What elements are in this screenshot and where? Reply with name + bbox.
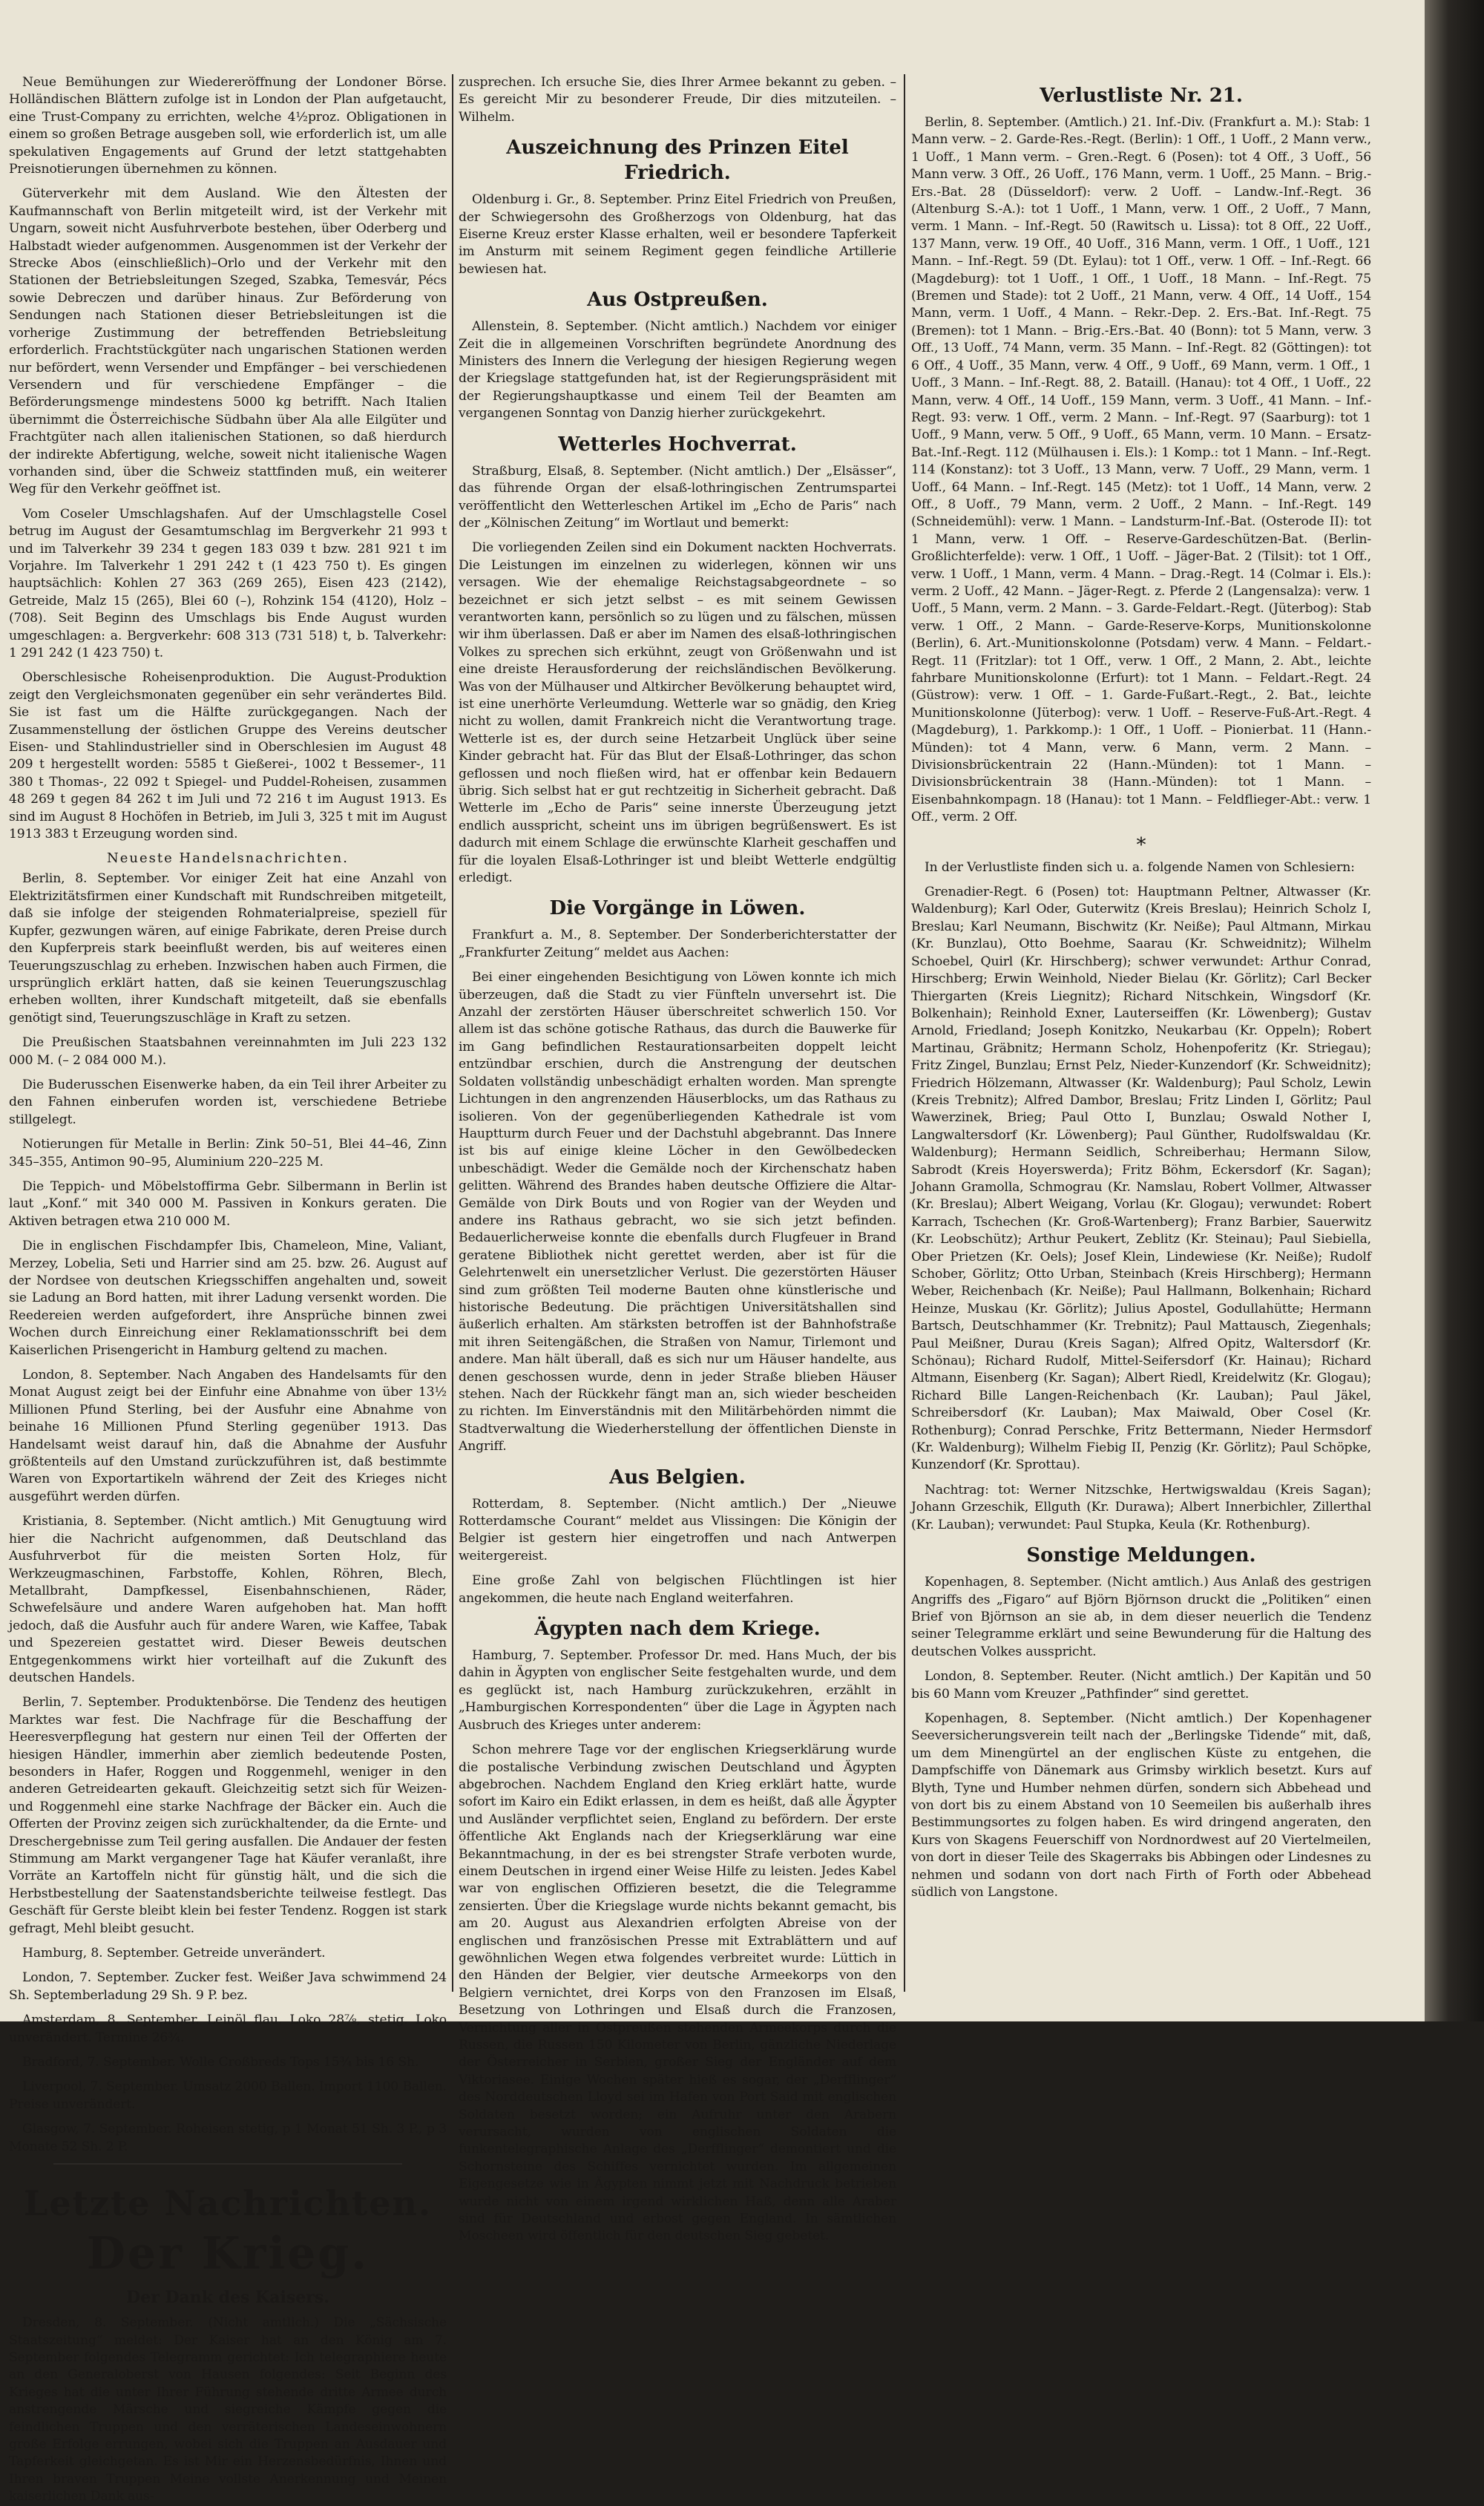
article-allenstein: Allenstein, 8. September. (Nicht amtlich.) Nachdem vor einiger Zeit die in allgemeinen Vorschriften begründete Anordnung des Ministers des Innern die Verlegung der hiesigen Regierung wegen der Kriegslage stattgefunden hat, ist der Regierungspräsident mit der Regierungshauptkasse und einem Teil der Beamten am vergangenen Sonntag von Danzig hierher zurückgekehrt.: [459, 319, 896, 422]
article-refugees: Eine große Zahl von belgischen Flüchtlingen ist hier angekommen, die heute nach England weiterfahren.: [459, 1573, 896, 1606]
column-right: [911, 74, 1371, 1999]
column-rule: [452, 74, 453, 1992]
silesian-names-list: Grenadier-Regt. 6 (Posen) tot: Hauptmann Peltner, Altwasser (Kr. Waldenburg); Karl Oder, Guterwitz (Kreis Breslau); Heinrich Scholz I, Breslau; Karl Neumann, Bischwitz (Kr. Neiße); Paul Altmann, Mirkau (Kr. Bunzlau), Otto Boehme, Saarau (Kr. Schweidnitz); Wilhelm Schoebel, Quirl (Kr. Hirschberg); schwer verwundet: Arthur Conrad, Hirschberg; Erwin Weinhold, Nieder Bielau (Kr. Görlitz); Carl Becker Thiergarten (Kreis Liegnitz); Richard Nitschkein, Wingsdorf (Kr. Bolkenhain); Reinhold Exner, Lauterseiffen (Kr. Löwenberg); Gustav Arnold, Friedland; Joseph Konitzko, Neukarbau (Kr. Oppeln); Robert Martinau, Gräbnitz; Hermann Scholz, Hohenpoferitz (Kr. Striegau); Fritz Zingel, Bunzlau; Ernst Pelz, Nieder-Kunzendorf (Kr. Schweidnitz); Friedrich Hölzemann, Altwasser (Kr. Waldenburg); Paul Scholz, Lewin (Kreis Trebnitz); Alfred Dambor, Breslau; Fritz Linden I, Görlitz; Paul Wawerzinek, Brieg; Paul Otto I, Bunzlau; Oswald Nother I, Langwaltersdorf (Kr. Löwenberg); Paul Günther, Rudolfswaldau (Kr. Waldenburg); Hermann Seidlich, Schreiberhau; Hermann Silow, Sabrodt (Kreis Hoyerswerda); Fritz Böhm, Eckersdorf (Kr. Sagan); Johann Gramolla, Schmograu (Kr. Namslau, Robert Vollmer, Altwasser (Kr. Breslau); Albert Weigang, Vorlau (Kr. Glogau); verwundet: Robert Karrach, Tschechen (Kr. Groß-Wartenberg); Franz Barbier, Sauerwitz (Kr. Leobschütz); Arthur Peukert, Zeblitz (Kr. Steinau); Paul Siebiella, Ober Prietzen (Kr. Oels); Josef Klein, Lindewiese (Kr. Neiße); Rudolf Schober, Görlitz; Otto Urban, Steinbach (Kreis Hirschberg); Hermann Weber, Reichenbach (Kr. Neiße); Paul Hallmann, Bolkenhain; Richard Heinze, Muskau (Kr. Görlitz); Julius Apostel, Godullahütte; Hermann Bartsch, Deutschhammer (Kr. Trebnitz); Paul Mattausch, Ziegenhals; Paul Meißner, Durau (Kreis Sagan); Alfred Opitz, Waltersdorf (Kr. Schönau); Richard Rudolf, Mittel-Seifersdorf (Kr. Hainau); Richard Altmann, Eisenberg (Kr. Sagan); Albert Riedl, Kreidelwitz (Kr. Glogau); Richard Bille Langen-Reichenbach (Kr. Lauban); Paul Jäkel, Schreibersdorf (Kr. Lauban); Max Maiwald, Ober Cosel (Kr. Rothenburg); Conrad Perschke, Fritz Bettermann, Nieder Hermsdorf (Kr. Waldenburg); Wilhelm Fiebig II, Penzig (Kr. Görlitz); Paul Schöpke, Kunzendorf (Kr. Sprottau).: [911, 885, 1371, 1473]
article-london-exchange: Neue Bemühungen zur Wiedereröffnung der Londoner Börse. Holländischen Blättern zufolge ist in London der Plan aufgetaucht, eine Trust-Company zu errichten, welche 4½proz. Obligationen in einem so großen Betrage ausgeben soll, wie erforderlich ist, um alle spekulativen Engagements auf Grund der letzt stattgehabten Preisnotierungen übernehmen zu können.: [9, 75, 447, 177]
article-pig-iron: Oberschlesische Roheisenproduktion. Die August-Produktion zeigt den Vergleichsmonaten gegenüber ein sehr verändertes Bild. Sie ist fast um die Hälfte zurückgegangen. Nach der Zusammenstellung der östlichen Gruppe des Vereins deutscher Eisen- und Stahlindustrieller sind in Oberschlesien im August 48 209 t hergestellt worden: 5585 t Gießerei-, 1002 t Bessemer-, 11 380 t Thomas-, 22 092 t Spiegel- und Puddel-Roheisen, zusammen 48 269 t gegen 84 262 t im Juli und 72 216 t im August 1913. Es sind im August 8 Hochöfen in Betrieb, im Juli 3, 325 t mit im August 1913 383 t Erzeugung worden sind.: [9, 670, 447, 842]
heading-latest-news: Letzte Nachrichten.: [24, 2183, 432, 2224]
heading-casualty-list: Verlustliste Nr. 21.: [1040, 85, 1243, 107]
article-strassburg: Straßburg, Elsaß, 8. September. (Nicht amtlich.) Der „Elsässer“, das führende Organ der elsaß-lothringischen Zentrumspartei veröffentlicht den Wetterleschen Artikel im „Echo de Paris“ nach der „Kölnischen Zeitung“ im Wortlaut und bemerkt:: [459, 463, 896, 531]
article-cosel-harbor: Vom Coseler Umschlagshafen. Auf der Umschlagstelle Cosel betrug im August der Gesamtumschlag im Bergverkehr 21 993 t und im Talverkehr 39 234 t gegen 183 039 t bzw. 281 921 t im Vorjahre. Im Talverkehr 1 291 242 t (1 423 750 t). Es gingen hauptsächlich: Kohlen 27 363 (269 265), Eisen 423 (2142), Getreide, Malz 15 (265), Blei 60 (–), Rohzink 154 (4120), Holz – (708). Seit Beginn des Umschlags bis Ende August wurden umgeschlagen: a. Bergverkehr: 608 313 (731 518) t, b. Talverkehr: 1 291 242 (1 423 750) t.: [9, 506, 447, 660]
market-london: London, 7. September. Zucker fest. Weißer Java schwimmend 24 Sh. Septemberladung 29 Sh. 9 P. bez.: [9, 1970, 447, 2003]
market-bradford: Bradford, 7. September. Wolle Croßbreds Tops 15¾ bis 16 Sh.: [22, 2055, 419, 2070]
heading-prince-eitel: Auszeichnung des Prinzen Eitel Friedrich.: [506, 137, 849, 185]
article-kristiania: Kristiania, 8. September. (Nicht amtlich.) Mit Genugtuung wird hier die Nachricht aufgenommen, daß Deutschland das Ausfuhrverbot für die meisten Sorten Holz, für Werkzeugmaschinen, Farbstoffe, Kohlen, Röhren, Blech, Metallbraht, Dampfkessel, Eisenbahnschienen, Räder, Schwefelsäure und andere Waren aufgehoben hat. Man hofft jedoch, daß die Ausfuhr auch für andere Waren, wie Kaffee, Tabak und Spezereien gestattet wird. Dieser Beweis deutschen Entgegenkommens wirkt hier vorteilhaft auf die Zukunft des deutschen Handels.: [9, 1514, 447, 1685]
casualty-addendum: Nachtrag: tot: Werner Nitzschke, Hertwigswaldau (Kreis Sagan); Johann Grzeschik, Ellguth (Kr. Durawa); Albert Innerbichler, Zillerthal (Kr. Lauban); verwundet: Paul Stupka, Keula (Kr. Rothenburg).: [911, 1482, 1371, 1532]
article-electric-firms: Berlin, 8. September. Vor einiger Zeit hat eine Anzahl von Elektrizitätsfirmen einer Kundschaft mit Rundschreiben mitgeteilt, daß sie infolge der steigenden Rohmaterialpreise, speziell für Kupfer, gezwungen wären, auf einige Fabrikate, deren Preise durch den Kupferpreis stark beeinflußt werden, bis auf weiteres einen Teuerungszuschlag zu erheben. Inzwischen haben auch Firmen, die ursprünglich erklärt hatten, daß sie keinen Teuerungszuschlag erheben wollten, ihrer Kundschaft mitgeteilt, daß sie ebenfalls genötigt sind, Teuerungszuschläge in Kraft zu setzen.: [9, 871, 447, 1026]
article-dresden-telegram: Dresden, 8. September. (Nicht amtlich.) Die „Sächsische Staatszeitung“ meldet: Der Kaiser hat an den König am 7. September folgendes Telegramm gerichtet: Ich telegraphiere heute an den Generaloberst von Hausen folgendes: Seit Beginn des Krieges hat die unter Ihrer Führung stehende dritte Armee durch anstrengende Märsche und siegreiche Kämpfe gegen die feindlichen Truppen und den verräterischen Landeseinwohnern große Erfolge errungen, wobei sich die Truppen an Ausdauer und Tapferkeit gleichgetan. Es ist Mir ein Herzensbedürfnis, Ihnen und Ihren braven Truppen Meine vollste Anerkennung und Meinen kaiserlichen Dank aus-: [9, 2315, 447, 2505]
column-left: [9, 74, 447, 2505]
article-produce-exchange: Berlin, 7. September. Produktenbörse. Die Tendenz des heutigen Marktes war fest. Die Nachfrage für die Beschaffung der Heeresverpflegung hat gestern nur einen Teil der Offerten der hiesigen Händler, immerhin aber ziemlich bedeutende Posten, besonders in Hafer, Roggen und Roggenmehl, weniger in den anderen Getreidearten gekauft. Gleichzeitig setzt sich für Weizen- und Roggenmehl eine starke Nachfrage der Bäcker ein. Auch die Offerten der Provinz zeigen sich zurückhaltender, da die Ernte- und Dreschergebnisse zum Teil gering ausfallen. Die Andauer der festen Stimmung am Markt vergangener Tage hat Käufer veranlaßt, ihre Vorräte an Kartoffeln nicht für günstig hält, und die sich die Herbstbestellung der Saatenstandsberichte teilweise festlegt. Das Geschäft für Gerste bleibt klein bei fester Tendenz. Roggen ist stark gefragt, Mehl bleibt gesucht.: [9, 1695, 447, 1936]
heading-other-reports: Sonstige Meldungen.: [1026, 1544, 1256, 1567]
heading-louvain: Die Vorgänge in Löwen.: [549, 897, 806, 920]
article-telegram-continued: zusprechen. Ich ersuche Sie, dies Ihrer Armee bekannt zu geben. – Es gereicht Mir zu besonderer Freude, Dir dies mitzuteilen. – Wilhelm.: [459, 75, 896, 125]
market-liverpool: Liverpool, 7. September. Umsatz 2000 Ballen. Import 1100 Ballen. Preise unverändert.: [9, 2079, 447, 2112]
article-freight-abroad: Güterverkehr mit dem Ausland. Wie den Ältesten der Kaufmannschaft von Berlin mitgeteilt wird, ist der Verkehr mit Ungarn, soweit nicht Ausfuhrverbote bestehen, über Oderberg und Halbstadt wieder aufgenommen. Ausgenommen ist der Verkehr der Strecke Abos (einschließlich)–Orlo und der Verkehr mit den Stationen der Betriebsleitungen Szeged, Szabka, Temesvár, Pécs sowie Debreczen und darüber hinaus. Zur Beförderung von Sendungen nach Stationen dieser Betriebsleitungen ist die vorherige Zustimmung der betreffenden Betriebsleitung erforderlich. Frachtstückgüter nach ungarischen Stationen werden nur befördert, wenn Versender und Empfänger – bei verschiedenen Versendern und für verschiedene Empfänger – die Beförderungsmenge mindestens 5000 kg betrifft. Nach Italien übernimmt die Österreichische Südbahn über Ala alle Eilgüter und Frachtgüter nach allen italienischen Stationen, so daß hierdurch der indirekte Abfertigung, welche, soweit nicht italienische Wagen vorhanden sind, über die Schweiz stattfinden muß, ein weiterer Weg für den Verkehr geöffnet ist.: [9, 186, 447, 497]
article-pathfinder: London, 8. September. Reuter. (Nicht amtlich.) Der Kapitän und 50 bis 60 Mann vom Kreuzer „Pathfinder“ sind gerettet.: [911, 1669, 1371, 1702]
article-frankfurt: Frankfurt a. M., 8. September. Der Sonderberichterstatter der „Frankfurter Zeitung“ meldet aus Aachen:: [459, 928, 896, 960]
heading-the-war: Der Krieg.: [86, 2228, 370, 2280]
heading-emperor-thanks: Der Dank des Kaisers.: [126, 2288, 329, 2308]
article-london-trade: London, 8. September. Nach Angaben des Handelsamts für den Monat August zeigt bei der Einfuhr eine Abnahme von über 13½ Millionen Pfund Sterling, bei der Ausfuhr eine Abnahme von beinahe 16 Millionen Pfund Sterling gegenüber 1913. Das Handelsamt weist darauf hin, daß die Abnahme der Ausfuhr größtenteils auf den Umstand zurückzuführen ist, daß bestimmte Waren von Exportartikeln während der Zeit des Krieges nicht ausgeführt werden dürfen.: [9, 1368, 447, 1504]
article-copenhagen-mines: Kopenhagen, 8. September. (Nicht amtlich.) Der Kopenhagener Seeversicherungsverein teilt nach der „Berlingske Tidende“ mit, daß, um dem Minengürtel an der englischen Küste zu entgehen, die Dampfschiffe von Dänemark aus Grimsby wirklich besetzt. Kurs auf Blyth, Tyne und Humber nehmen dürfen, sondern sich Abbehead und von dort bis zu einem Abstand von 10 Seemeilen bis außerhalb ihres Bestimmungsortes zu folgen haben. Es wird dringend angeraten, den Kurs von Skagens Feuerschiff von Nordnordwest auf 20 Viertelmeilen, von dort in dieser Teile des Skagerraks bis Abbingen oder Lindesnes zu nehmen und sodann von dort nach Firth of Forth oder Abbehead südlich von Langstone.: [911, 1710, 1371, 1900]
casualty-list-text: Berlin, 8. September. (Amtlich.) 21. Inf.-Div. (Frankfurt a. M.): Stab: 1 Mann verw. – 2. Garde-Res.-Regt. (Berlin): 1 Off., 1 Uoff., 2 Mann verw., 1 Uoff., 1 Mann verm. – Gren.-Regt. 6 (Posen): tot 4 Off., 3 Uoff., 56 Mann verw. 3 Off., 26 Uoff., 176 Mann, verm. 1 Uoff., 25 Mann. – Brig.-Ers.-Bat. 28 (Düsseldorf): verw. 2 Uoff. – Landw.-Inf.-Regt. 36 (Altenburg S.-A.): tot 1 Uoff., 1 Mann, verw. 1 Off., 2 Uoff., 7 Mann, verm. 1 Mann. – Inf.-Regt. 50 (Rawitsch u. Lissa): tot 8 Off., 22 Uoff., 137 Mann, verw. 19 Off., 40 Uoff., 316 Mann, verm. 1 Off., 1 Uoff., 121 Mann. – Inf.-Regt. 59 (Dt. Eylau): tot 1 Off., verw. 1 Off. – Inf.-Regt. 66 (Magdeburg): tot 1 Uoff., 1 Off., 1 Uoff., 18 Mann. – Inf.-Regt. 75 (Bremen und Stade): tot 2 Uoff., 21 Mann, verw. 4 Off., 14 Uoff., 154 Mann, verm. 1 Uoff., 4 Mann. – Rekr.-Dep. 2. Ers.-Bat. Inf.-Regt. 75 (Bremen): tot 1 Mann. – Brig.-Ers.-Bat. 40 (Bonn): tot 5 Mann, verw. 3 Off., 13 Uoff., 74 Mann, verm. 35 Mann. – Inf.-Regt. 82 (Göttingen): tot 6 Off., 4 Uoff., 35 Mann, verw. 4 Off., 9 Uoff., 69 Mann, verm. 1 Off., 1 Uoff., 3 Mann. – Inf.-Regt. 88, 2. Bataill. (Hanau): tot 4 Off., 1 Uoff., 22 Mann, verw. 4 Off., 14 Uoff., 159 Mann, verm. 3 Uoff., 41 Mann. – Inf.-Regt. 93: verw. 1 Off., verm. 2 Mann. – Inf.-Regt. 97 (Saarburg): tot 1 Uoff., 9 Mann, verw. 5 Off., 9 Uoff., 65 Mann, verm. 10 Mann. – Ersatz-Bat.-Inf.-Regt. 112 (Mülhausen i. Els.): 1 Komp.: tot 1 Mann. – Inf.-Regt. 114 (Konstanz): tot 3 Uoff., 13 Mann, verw. 7 Uoff., 29 Mann, verm. 1 Uoff., 64 Mann. – Inf.-Regt. 145 (Metz): tot 1 Uoff., 14 Mann, verw. 2 Off., 8 Uoff., 79 Mann, verm. 2 Uoff., 2 Mann. – Inf.-Regt. 149 (Schneidemühl): verw. 1 Mann. – Landsturm-Inf.-Bat. (Osterode II): tot 1 Mann, verw. 1 Off. – Reserve-Gardeschützen-Bat. (Berlin-Großlichterfelde): verw. 1 Off., 1 Uoff. – Jäger-Bat. 2 (Tilsit): tot 1 Off., verw. 1 Uoff., 1 Mann, verm. 4 Mann. – Drag.-Regt. 14 (Colmar i. Els.): verm. 2 Uoff., 42 Mann. – Jäger-Regt. z. Pferde 2 (Langensalza): verw. 1 Uoff., 5 Mann, verm. 2 Mann. – 3. Garde-Feldart.-Regt. (Jüterbog): Stab verw. 1 Off., 2 Mann. – Garde-Reserve-Korps, Munitionskolonne (Berlin), 6. Art.-Munitionskolonne (Potsdam) verw. 4 Mann. – Feldart.-Regt. 11 (Fritzlar): tot 1 Off., verw. 1 Off., 2 Mann, 2. Abt., leichte fahrbare Munitionskolonne (Erfurt): tot 1 Mann. – Feldart.-Regt. 24 (Güstrow): verw. 1 Off. – 1. Garde-Fußart.-Regt., 2. Bat., leichte Munitionskolonne (Jüterbog): verw. 1 Uoff. – Reserve-Fuß-Art.-Regt. 4 (Magdeburg), 1. Parkkomp.): 1 Off., 1 Uoff. – Pionierbat. 11 (Hann.-Münden): tot 4 Mann, verw. 6 Mann, verm. 2 Mann. – Divisionsbrückentrain 22 (Hann.-Münden): tot 1 Mann. – Divisionsbrückentrain 38 (Hann.-Münden): tot 1 Mann. – Eisenbahnkompagn. 18 (Hanau): tot 1 Mann. – Feldflieger-Abt.: verw. 1 Off., verm. 2 Off.: [911, 115, 1371, 825]
article-fishing-steamers: Die in englischen Fischdampfer Ibis, Chameleon, Mine, Valiant, Merzey, Lobelia, Seti und Harrier sind am 25. bzw. 26. August auf der Nordsee von deutschen Kriegsschiffen angehalten und, soweit sie Ladung an Bord hatten, mit ihrer Ladung versenkt worden. Die Reedereien werden aufgefordert, ihre Ansprüche binnen zwei Wochen durch Einreichung einer Reklamationsschrift bei dem Kaiserlichen Prisengericht in Hamburg geltend zu machen.: [9, 1239, 447, 1358]
heading-egypt: Ägypten nach dem Kriege.: [534, 1618, 821, 1641]
column-rule: [904, 74, 905, 1992]
article-metal-prices: Notierungen für Metalle in Berlin: Zink 50–51, Blei 44–46, Zinn 345–355, Antimon 90–95, Aluminium 220–225 M.: [9, 1137, 447, 1170]
section-asterisk: *: [1136, 833, 1146, 856]
heading-trade-news: Neueste Handelsnachrichten.: [107, 850, 349, 867]
article-oldenburg: Oldenburg i. Gr., 8. September. Prinz Eitel Friedrich von Preußen, der Schwiegersohn des Großherzogs von Oldenburg, hat das Eiserne Kreuz erster Klasse erhalten, weil er besondere Tapferkeit im Ansturm mit seinem Regiment gegen feindliche Artillerie bewiesen hat.: [459, 192, 896, 277]
article-copenhagen-bjornson: Kopenhagen, 8. September. (Nicht amtlich.) Aus Anlaß des gestrigen Angriffs des „Figaro“ auf Björn Björnson druckt die „Politiken“ einen Brief von Björnson an sie ab, in dem dieser neuerlich die Tendenz seiner Telegramme erklärt und seine Bewunderung für die Haltung des deutschen Volkes ausspricht.: [911, 1575, 1371, 1659]
market-glasgow: Glasgow, 7. September. Roheisen stetig, p 1 Monat 51 Sh. 3 P., p 3 Monate 52 Sh. 2 P.: [9, 2122, 447, 2154]
article-wetterle-comment: Die vorliegenden Zeilen sind ein Dokument nackten Hochverrats. Die Leistungen im einzelnen zu widerlegen, können wir uns versagen. Wie der ehemalige Reichstagsabgeordnete – so bezeichnet er sich jetzt selbst – es mit seinem Gewissen verantworten kann, persönlich so zu lügen und zu fälschen, müssen wir ihm überlassen. Daß er aber im Namen des elsaß-lothringischen Volkes zu sprechen sich erkühnt, zeugt von Größenwahn und ist eine dreiste Herausforderung der reichsländischen Bevölkerung. Was von der Mülhauser und Altkircher Bevölkerung behauptet wird, ist eine unerhörte Verleumdung. Wetterle war so gnädig, den Krieg nicht zu wollen, damit Frankreich nicht die Verantwortung trage. Wetterle ist es, der durch seine Hetzarbeit Unglück über seine Kinder gebracht hat. Für das Blut der Elsaß-Lothringer, das schon geflossen und noch fließen wird, hat er offenbar kein Bedauern übrig. Sich selbst hat er gut rechtzeitig in Sicherheit gebracht. Daß Wetterle im „Echo de Paris“ seine innerste Überzeugung jetzt endlich ausspricht, scheint uns im übrigen begrüßenswert. Es ist dadurch mit einem Schlage die erwünschte Klarheit geschaffen und für die loyalen Elsaß-Lothringer ist und bleibt Wetterle endgültig erledigt.: [459, 540, 896, 886]
article-buderus: Die Buderusschen Eisenwerke haben, da ein Teil ihrer Arbeiter zu den Fahnen einberufen worden ist, verschiedene Betriebe stillgelegt.: [9, 1077, 447, 1127]
article-egypt-report: Schon mehrere Tage vor der englischen Kriegserklärung wurde die postalische Verbindung zwischen Deutschland und Ägypten abgebrochen. Nachdem England den Krieg erklärt hatte, wurde sofort im Kairo ein Edikt erlassen, in dem es heißt, daß alle Ägypter und Ausländer verpflichtet seien, England zu befördern. Der erste öffentliche Akt Englands nach der Kriegserklärung war eine Bekanntmachung, in der es bei strengster Strafe verboten wurde, einem Deutschen in irgend einer Weise Hilfe zu leisten. Jedes Kabel war von englischen Offizieren besetzt, die die Telegramme zensierten. Über die Kriegslage wurde nichts bekannt gemacht, bis am 20. August aus Alexandrien erfolgten Abreise von der englischen und französischen Presse mit Extrablättern und auf gewöhnlichen Wegen etwa folgendes verbreitet wurde: Lüttich in den Händen der Belgier, vier deutsche Armeekorps von den Belgiern vernichtet, drei Korps von den Franzosen im Elsaß, Besetzung von Lothringen und Elsaß durch die Franzosen, Vernichtung aller in Ostpreußen stehenden Armeekorps durch die Russen, die Russen 150 Kilometer von Berlin, gänzliche Niederlage der Österreicher in Serbien, großer Sieg der Engländer auf dem Viktoriasee. Einige Wochen später hieß es sogar, der „Derfflinger“ des Norddeutschen Lloyd sei im Hafen von Port Said mit englischen Soldaten besetzt worden; ein Aufruhr unter den Arabern verursacht, wurden von englischen Soldaten die funkentelegraphische Anlage des „Derfflinger“ demontiert und die Schornsteine des Schiffes vernichtet wurden. Im allgemeinen Eigengesetze wie in Ägypten nimmt jetzt mit Nachdruck betrieben wurde nicht von einem irgend wirklichen Haß, denn alle Araber sind für Deutschland und erbost gegen England. In sämtlichen Moscheen wird öffentlich für den deutschen Sieg gebetet.: [459, 1742, 896, 2244]
silesian-names-intro: In der Verlustliste finden sich u. a. folgende Namen von Schlesiern:: [925, 859, 1355, 875]
binding-edge: [1425, 0, 1484, 2021]
article-silbermann: Die Teppich- und Möbelstoffirma Gebr. Silbermann in Berlin ist laut „Konf.“ mit 340 000 M. Passiven in Konkurs geraten. Die Aktiven betragen etwa 210 000 M.: [9, 1178, 447, 1229]
article-louvain-report: Bei einer eingehenden Besichtigung von Löwen konnte ich mich überzeugen, daß die Stadt zu vier Fünfteln unversehrt ist. Die Anzahl der zerstörten Häuser überschreitet schwerlich 150. Vor allem ist das schöne gotische Rathaus, das durch die Bauwerke für im Gang befindlichen Restaurationsarbeiten doppelt leicht entzündbar erschien, durch die Anstrengung der deutschen Soldaten vollständig unbeschädigt erhalten worden. Man sprengte Lichtungen in den angrenzenden Häuserblocks, um das Rathaus zu isolieren. Von der gegenüberliegenden Kathedrale ist vom Hauptturm durch Feuer und der Dachstuhl abgebrannt. Das Innere ist bis auf einige kleine Löcher in den Gewölbedecken unbeschädigt. Weder die Gemälde noch der Kirchenschatz haben gelitten. Während des Brandes haben deutsche Offiziere die Altar-Gemälde von Dirk Bouts und von Rogier van der Weyden und andere ins Rathaus gebracht, wo sie sich jetzt befinden. Bedauerlicherweise konnte die ebenfalls durch Flugfeuer in Brand geratene Bibliothek nicht gerettet werden, aber ist für die Gelehrtenwelt ein unersetzlicher Verlust. Die gezerstörten Häuser sind zum größten Teil moderne Bauten ohne künstlerische und historische Bedeutung. Die prächtigen Universitätshallen sind äußerlich erhalten. Am stärksten betroffen ist der Bahnhofstraße mit ihren Seitengäßchen, die Straßen von Namur, Tirlemont und andere. Man hält überall, daß es sich nur um Häuser handelte, aus denen geschossen wurde, denn in jeder Straße blieben Häuser stehen. Nach der Rückkehr fängt man an, sich wieder bescheiden zu richten. Im Einverständnis mit den Militärbehörden nimmt die Stadtverwaltung die Wiederherstellung der öffentlichen Dienste in Angriff.: [459, 970, 896, 1454]
heading-east-prussia: Aus Ostpreußen.: [587, 289, 768, 312]
column-middle: [459, 74, 896, 2244]
article-hamburg-much: Hamburg, 7. September. Professor Dr. med. Hans Much, der bis dahin in Ägypten von englischer Seite festgehalten wurde, und dem es geglückt ist, nach Hamburg zurückzukehren, erzählt in „Hamburgischen Korrespondenten“ über die Lage in Ägypten nach Ausbruch des Krieges unter anderem:: [459, 1648, 896, 1733]
heading-wetterle: Wetterles Hochverrat.: [558, 433, 797, 456]
article-rotterdam: Rotterdam, 8. September. (Nicht amtlich.) Der „Nieuwe Rotterdamsche Courant“ meldet aus Vlissingen: Die Königin der Belgier ist gestern hier eingetroffen und nach Antwerpen weitergereist.: [459, 1496, 896, 1564]
heading-belgium: Aus Belgien.: [609, 1466, 746, 1489]
market-hamburg: Hamburg, 8. September. Getreide unverändert.: [22, 1946, 326, 1961]
separator-line: [53, 2163, 402, 2165]
article-state-railways: Die Preußischen Staatsbahnen vereinnahmten im Juli 223 132 000 M. (– 2 084 000 M.).: [9, 1035, 447, 1068]
market-amsterdam: Amsterdam, 8. September. Leinöl flau. Loko 28⅞, stetig. Loko unverändert. Termine 26¾.: [9, 2013, 447, 2045]
